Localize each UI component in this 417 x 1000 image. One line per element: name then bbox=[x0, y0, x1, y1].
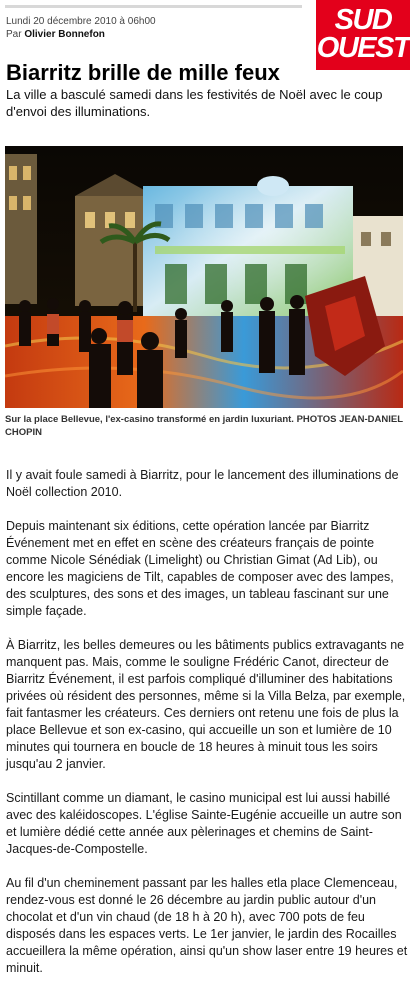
article-body bbox=[6, 467, 411, 994]
illuminated-casino-illustration bbox=[5, 146, 403, 408]
article-meta bbox=[6, 15, 156, 41]
byline bbox=[6, 28, 156, 41]
paragraph: Il y avait foule samedi à Biarritz, pour le lancement des illuminations de Noël collection 2010. bbox=[6, 468, 399, 499]
article-title: Biarritz brille de mille feux bbox=[6, 60, 280, 85]
byline-prefix: Par bbox=[6, 29, 25, 40]
paragraph: Au fil d'un cheminement passant par les halles etla place Clemenceau, rendez-vous est donné le 26 décembre au jardin public autour d'un chocolat et d'un vin chaud (de 18 h à 20 h), avec 700 pots de feu disposés dans les espaces verts. Le 1er janvier, le jardin des Rocailles accueillera la même opération, ainsi qu'un show laser entre 19 heures et minuit. bbox=[6, 876, 408, 975]
header-rule bbox=[5, 5, 302, 8]
sud-ouest-logo[interactable] bbox=[316, 0, 410, 70]
logo-line-2: OUEST bbox=[316, 32, 410, 64]
paragraph: Depuis maintenant six éditions, cette opération lancée par Biarritz Événement met en effet en scène des créateurs français de pointe comme Nicole Sénédiak (Limelight) ou Christian Gimat (Ad Lib), ou encore les magiciens de Tilt, capables de composer avec des lampes, des sculptures, des sons et des images, un tableau fascinant sur une simple façade. bbox=[6, 519, 394, 618]
paragraph: À Biarritz, les belles demeures ou les bâtiments publics extravagants ne manquent pas. Mais, comme le souligne Frédéric Canot, directeur de Biarritz Événement, il est parfois compliqué d'illuminer des habitations privées où résident des personnes, même si la Villa Belza, par exemple, fait fantasmer les créateurs. Ces derniers ont retenu une fois de plus la place Bellevue et son ex-casino, qui accueille un son et lumière de 10 minutes qui tournera en boucle de 18 heures à minuit tous les soirs jusqu'au 2 janvier. bbox=[6, 638, 406, 771]
photo-caption: Sur la place Bellevue, l'ex-casino transformé en jardin luxuriant. PHOTOS JEAN-DANIEL CHOPIN bbox=[5, 414, 403, 438]
logo-line-1: SUD bbox=[334, 4, 392, 36]
paragraph: Scintillant comme un diamant, le casino municipal est lui aussi habillé avec des kaléidoscopes. L'église Sainte-Eugénie accueille un autre son et lumière dédié cette année aux pèlerinages et chemins de Saint-Jacques-de-Compostelle. bbox=[6, 791, 402, 856]
article-photo bbox=[5, 146, 403, 408]
author-name[interactable]: Olivier Bonnefon bbox=[24, 29, 105, 40]
article-subtitle: La ville a basculé samedi dans les festivités de Noël avec le coup d'envoi des illuminations. bbox=[6, 87, 383, 119]
publish-date: Lundi 20 décembre 2010 à 06h00 bbox=[6, 16, 156, 27]
